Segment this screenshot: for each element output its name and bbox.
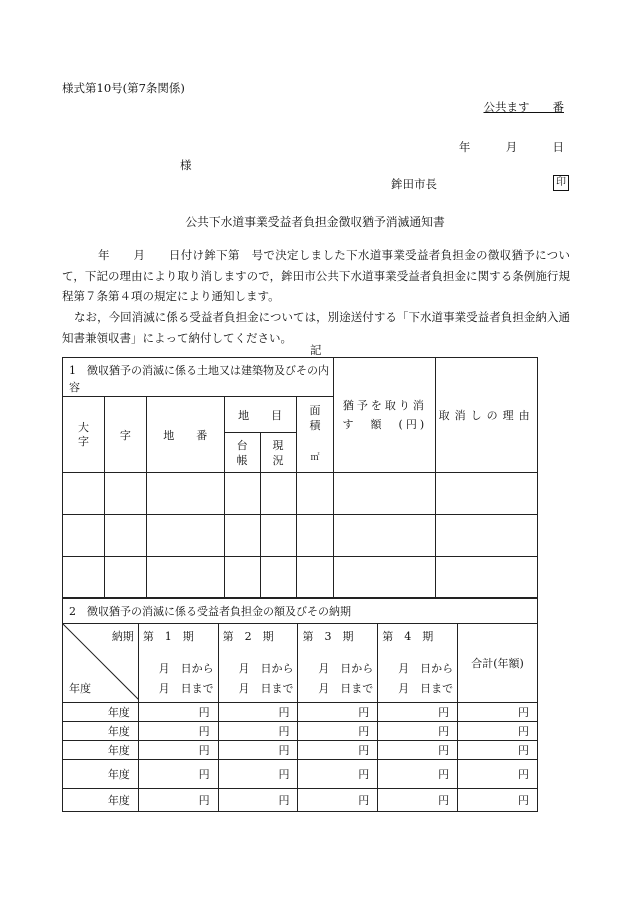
form-number: 様式第10号(第7条関係)	[62, 81, 185, 95]
document-number: 公共ます 番	[483, 100, 564, 114]
chimoku-header: 地 目	[224, 397, 296, 433]
land-section-heading: 1 徴収猶予の消滅に係る土地又は建築物及びその内容	[63, 358, 334, 397]
period-1-header: 第 1 期 月 日から 月 日まで	[138, 624, 218, 703]
oaza-header: 大字	[63, 397, 105, 473]
sender: 鉾田市長	[391, 177, 437, 191]
area-header: 面積 ㎡	[296, 397, 334, 473]
land-row	[63, 515, 538, 557]
land-row	[63, 473, 538, 515]
corner-label-year: 年度	[69, 682, 91, 695]
cancel-amount-header: 猶予を取り消す 額 (円)	[334, 358, 436, 473]
payment-row: 年度 円 円 円 円 円	[63, 703, 538, 722]
aza-header: 字	[104, 397, 146, 473]
total-header: 合計(年額)	[458, 624, 538, 703]
genkyo-header: 現況	[260, 433, 296, 473]
payment-row: 年度 円 円 円 円 円	[63, 789, 538, 812]
chiban-header: 地 番	[146, 397, 224, 473]
body-paragraph-2: なお，今回消滅に係る受益者負担金については，別途送付する「下水道事業受益者負担金納入通知書兼領収書」によって納付してください。	[62, 310, 570, 345]
payment-row: 年度 円 円 円 円 円	[63, 741, 538, 760]
body-paragraph-1: 年 月 日付け鉾下第 号で決定しました下水道事業受益者負担金の徴収猶予について，下記の理由により取り消しますので，鉾田市公共下水道事業受益者負担金に関する条例施行規程第７条第４項の規定により通知します。	[62, 248, 570, 303]
daicho-header: 台帳	[224, 433, 260, 473]
document-title: 公共下水道事業受益者負担金徴収猶予消滅通知書	[185, 215, 445, 229]
payment-row: 年度 円 円 円 円 円	[63, 722, 538, 741]
period-4-header: 第 4 期 月 日から 月 日まで	[378, 624, 458, 703]
ki-marker: 記	[310, 343, 322, 357]
corner-label-period: 納期	[111, 630, 134, 643]
period-2-header: 第 2 期 月 日から 月 日まで	[218, 624, 298, 703]
payment-section-heading: 2 徴収猶予の消滅に係る受益者負担金の額及びその納期	[63, 598, 538, 624]
addressee: 様	[180, 158, 192, 172]
area-unit: ㎡	[310, 453, 320, 463]
cancel-reason-header: 取消しの理由	[436, 358, 538, 473]
date-day: 日	[552, 140, 564, 154]
date-month: 月	[505, 140, 518, 154]
period-3-header: 第 3 期 月 日から 月 日まで	[298, 624, 378, 703]
land-table	[62, 357, 538, 599]
issue-date	[459, 139, 564, 155]
land-row	[63, 557, 538, 599]
payment-row: 年度 円 円 円 円 円	[63, 760, 538, 789]
date-year: 年	[458, 140, 471, 154]
seal-mark: 印	[553, 175, 569, 191]
payment-table	[62, 597, 538, 812]
corner-cell	[63, 624, 139, 703]
